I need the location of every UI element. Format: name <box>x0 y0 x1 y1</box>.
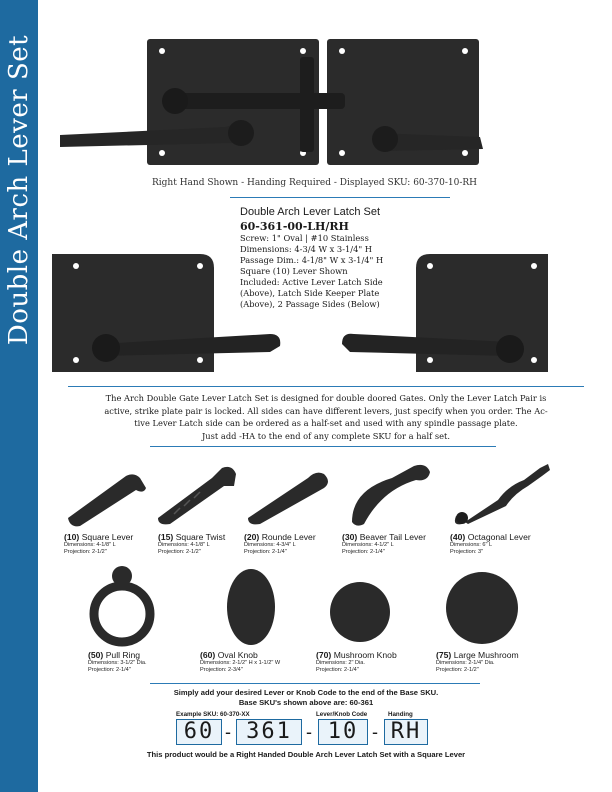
sku-part-code: 10 <box>318 719 368 745</box>
spec-line: (Above), 2 Passage Sides (Below) <box>240 299 380 309</box>
knob-name: Oval Knob <box>217 650 258 660</box>
knob-projection: Projection: 2-1/4" <box>88 667 131 673</box>
octagonal-lever-icon <box>448 460 554 528</box>
top-divider <box>230 197 450 198</box>
lever-projection: Projection: 3" <box>450 549 484 555</box>
knob-item <box>200 650 280 674</box>
lever-dimensions: Dimensions: 4-1/2" L <box>342 542 394 548</box>
code-label: Lever/Knob Code <box>316 711 368 718</box>
knob-item <box>436 650 519 674</box>
knob-dimensions: Dimensions: 2" Dia. <box>316 660 365 666</box>
knob-projection: Projection: 2-1/2" <box>436 667 479 673</box>
large-mushroom-knob-icon <box>444 568 520 648</box>
lever-name: Rounde Lever <box>261 532 316 542</box>
description <box>72 392 580 442</box>
knob-projection: Projection: 2-1/4" <box>316 667 359 673</box>
lever-projection: Projection: 2-1/2" <box>158 549 201 555</box>
sidebar <box>0 0 38 792</box>
lever-name: Octagonal Lever <box>467 532 531 542</box>
lever-projection: Projection: 2-1/4" <box>244 549 287 555</box>
mushroom-knob-icon <box>328 576 392 648</box>
spec-line: Passage Dim.: 4-1/8" W x 3-1/4" H <box>240 255 384 265</box>
lever-code: (40) <box>450 532 466 542</box>
lever-projection: Projection: 2-1/4" <box>342 549 385 555</box>
pull-ring-icon <box>86 564 158 648</box>
knob-dimensions: Dimensions: 3-1/2" Dia. <box>88 660 147 666</box>
description-bottom-rule <box>150 446 496 447</box>
knob-item <box>88 650 147 674</box>
description-line: active, strike plate pair is locked. All sides can have different levers, just specify when you order. The Ac- <box>104 405 548 416</box>
footer-bottom-line: This product would be a Right Handed Double Arch Lever Latch Set with a Square Lever <box>146 750 466 759</box>
lever-name: Beaver Tail Lever <box>359 532 426 542</box>
spec-title: Double Arch Lever Latch Set <box>240 206 381 218</box>
sidebar-title: Double Arch Lever Set <box>4 34 34 346</box>
lever-item <box>244 532 316 556</box>
square-twist-lever-icon <box>154 464 240 528</box>
knob-code: (50) <box>88 650 104 660</box>
rounde-lever-icon <box>244 464 332 528</box>
knob-item <box>316 650 397 674</box>
lever-dimensions: Dimensions: 4-3/4" L <box>244 542 296 548</box>
spec-line: Dimensions: 4-3/4 W x 3-1/4" H <box>240 244 373 254</box>
knob-dimensions: Dimensions: 2-1/2" H x 1-1/2" W <box>200 660 281 666</box>
footer-rule <box>150 683 480 684</box>
spec-line: Square (10) Lever Shown <box>240 266 348 276</box>
lever-name: Square Twist <box>175 532 226 542</box>
description-line: tive Lever Latch side can be ordered as a half-set and used with any spindle passage plate. <box>134 418 518 429</box>
sku-part-base: 361 <box>236 719 302 745</box>
lever-code: (15) <box>158 532 174 542</box>
sku-part-base-prefix: 60 <box>176 719 222 745</box>
spec-line: Included: Active Lever Latch Side <box>240 277 383 287</box>
knob-projection: Projection: 2-3/4" <box>200 667 243 673</box>
lever-code: (10) <box>64 532 80 542</box>
lever-item <box>64 532 133 556</box>
footer-line-2: Base SKU's shown above are: 60-361 <box>238 698 374 707</box>
sku-dash: - <box>372 722 378 742</box>
knob-code: (70) <box>316 650 332 660</box>
square-lever-icon <box>64 468 150 528</box>
spec-line: Screw: 1" Oval | #10 Stainless <box>240 233 369 243</box>
knob-name: Mushroom Knob <box>333 650 397 660</box>
sku-dash: - <box>225 722 231 742</box>
footer-line-1: Simply add your desired Lever or Knob Code to the end of the Base SKU. <box>173 688 439 697</box>
lever-code: (20) <box>244 532 260 542</box>
top-photo-caption: Right Hand Shown - Handing Required - Displayed SKU: 60-370-10-RH <box>152 178 478 188</box>
spec-sku: 60-361-00-LH/RH <box>240 220 349 233</box>
knob-dimensions: Dimensions: 2-1/4" Dia. <box>436 660 495 666</box>
description-line: Just add -HA to the end of any complete SKU for a half set. <box>201 430 450 441</box>
example-sku-label: Example SKU: 60-370-XX <box>176 711 250 718</box>
knob-code: (75) <box>436 650 452 660</box>
lever-item <box>158 532 225 556</box>
description-top-rule <box>68 386 584 387</box>
lever-dimensions: Dimensions: 4-1/8" L <box>158 542 210 548</box>
oval-knob-icon <box>224 566 278 648</box>
lever-dimensions: Dimensions: 4-1/8" L <box>64 542 116 548</box>
knob-name: Large Mushroom <box>453 650 519 660</box>
lever-item <box>342 532 426 556</box>
lever-name: Square Lever <box>81 532 134 542</box>
knob-name: Pull Ring <box>105 650 141 660</box>
sku-part-handing: RH <box>384 719 428 745</box>
beaver-tail-lever-icon <box>342 460 434 528</box>
lever-item <box>450 532 531 556</box>
lever-projection: Projection: 2-1/2" <box>64 549 107 555</box>
lever-dimensions: Dimensions: 6" L <box>450 542 493 548</box>
description-line: The Arch Double Gate Lever Latch Set is designed for double doored Gates. Only the Lever Latch Pair is <box>105 393 547 403</box>
spec-block <box>240 206 410 310</box>
lever-code: (30) <box>342 532 358 542</box>
top-latch-photo <box>55 35 490 170</box>
knob-code: (60) <box>200 650 216 660</box>
handing-label: Handing <box>388 711 413 718</box>
sku-dash: - <box>306 722 312 742</box>
spec-line: (Above), Latch Side Keeper Plate <box>240 288 380 298</box>
